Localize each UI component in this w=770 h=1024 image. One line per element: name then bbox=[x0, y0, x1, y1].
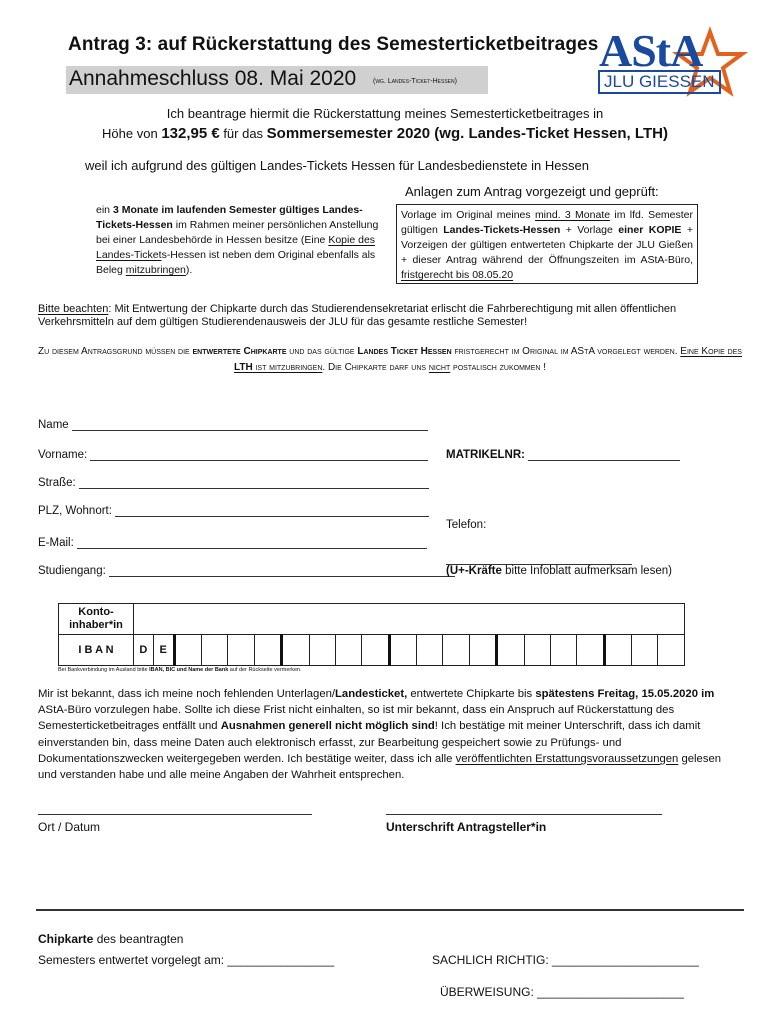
iban-cell[interactable] bbox=[658, 635, 685, 666]
declaration-text: Mir ist bekannt, dass ich meine noch fehlenden Unterlagen/Landesticket, entwertete Chipkarte bis spätestens Freitag, 15.05.2020 im AStA-Büro vorzulegen habe. Sollte ich diese Frist nicht einhalten, so ist mir bekannt, dass ein Anspruch auf Rückerstattung des Semesterticketbeitrages entfällt und Ausnahmen generell nicht möglich sind! Ich bestätige mit meiner Unterschrift, dass ich damit einverstanden bin, dass meine Daten auch elektronisch erfasst, zur Bearbeitung gespeichert sowie zu Prüfungs- und Dokumentationszwecken weitergegeben werden. Ich bestätige weiter, dass ich alle veröffentlichten Erstattungsvoraussetzungen gelesen und verstanden habe und alle meine Angaben der Wahrheit entsprechen. bbox=[38, 688, 722, 782]
asta-logo bbox=[590, 24, 750, 104]
bank-note: Bei Bankverbindung im Ausland bitte IBAN, BIC und Name der Bank auf der Rückseite vermerken. bbox=[58, 667, 302, 673]
signature-line[interactable] bbox=[386, 814, 662, 815]
intro-line-2: Höhe von 132,95 € für das Sommersemester 2020 (wg. Landes-Ticket Hessen, LTH) bbox=[102, 125, 668, 142]
email-field[interactable]: E-Mail: bbox=[38, 537, 427, 549]
iban-cell[interactable] bbox=[524, 635, 550, 666]
vorname-field[interactable]: Vorname: bbox=[38, 449, 428, 461]
iban-cell[interactable] bbox=[417, 635, 443, 666]
ort-datum-label: Ort / Datum bbox=[38, 820, 101, 834]
iban-cell[interactable] bbox=[282, 635, 309, 666]
iban-cell[interactable] bbox=[174, 635, 201, 666]
iban-cell[interactable] bbox=[632, 635, 658, 666]
anlagen-left-text: ein 3 Monate im laufenden Semester gültiges Landes-Tickets-Hessen im Rahmen meiner persönlichen Anstellung bei einer Landesbehörde in Hessen besitze (Eine Kopie des Landes-Tickets-Hessen ist neben dem Original ebenfalls als Beleg mitzubringen). bbox=[96, 204, 379, 276]
iban-cell[interactable] bbox=[604, 635, 631, 666]
iban-cell[interactable] bbox=[550, 635, 576, 666]
ort-datum-line[interactable] bbox=[38, 814, 312, 815]
iban-cell[interactable] bbox=[577, 635, 604, 666]
deadline-banner bbox=[66, 66, 488, 94]
kontoinhaber-input[interactable] bbox=[134, 604, 685, 635]
intro-line-1: Ich beantrage hiermit die Rückerstattung meines Semesterticketbeitrages in bbox=[166, 106, 604, 121]
hinweis-text: Bitte beachten: Mit Entwertung der Chipkarte durch das Studierendensekretariat erlischt die Fahrberechtigung mit allen öffentlichen Verkehrsmitteln auf dem gültigen Studierendenausweis der JLU für das gesamte restliche Semester! bbox=[38, 303, 677, 328]
intro-line-3: weil ich aufgrund des gültigen Landes-Tickets Hessen für Landesbedienstete in Hessen bbox=[85, 158, 589, 173]
iban-cell[interactable] bbox=[362, 635, 389, 666]
deadline-note: (wg. Landes-Ticket-Hessen) bbox=[373, 78, 457, 85]
iban-cell[interactable] bbox=[389, 635, 416, 666]
divider bbox=[36, 909, 744, 911]
footer-sachlich: SACHLICH RICHTIG: ______________________ bbox=[432, 953, 699, 967]
studiengang-field[interactable]: Studiengang: bbox=[38, 565, 455, 577]
telefon-line[interactable] bbox=[446, 547, 632, 565]
deadline-text: Annahmeschluss 08. Mai 2020 bbox=[69, 67, 357, 90]
iban-cell[interactable] bbox=[497, 635, 524, 666]
name-field[interactable]: Name bbox=[38, 419, 428, 431]
caps-notice: Zu diesem Antragsgrund müssen die entwertete Chipkarte und das gültige Landes Ticket Hessen fristgerecht im Original im AStA vorgelegt werden. Eine Kopie des LTH ist mitzubringen. Die Chipkarte darf uns nicht postalisch zukommen ! bbox=[38, 346, 742, 373]
bank-table bbox=[58, 603, 685, 666]
anlagen-title: Anlagen zum Antrag vorgezeigt und geprüft: bbox=[405, 184, 659, 199]
strasse-field[interactable]: Straße: bbox=[38, 477, 429, 489]
iban-cell[interactable] bbox=[335, 635, 361, 666]
iban-label: I B A N bbox=[59, 635, 134, 666]
iban-row bbox=[59, 635, 685, 666]
amount: 132,95 € bbox=[161, 125, 220, 142]
logo-asta-text: AStA bbox=[599, 25, 703, 76]
footer-chipkarte: Chipkarte des beantragten bbox=[38, 932, 184, 946]
iban-cell[interactable] bbox=[469, 635, 496, 666]
form-title: Antrag 3: auf Rückerstattung des Semesterticketbeitrages bbox=[68, 34, 599, 55]
iban-cell[interactable] bbox=[254, 635, 281, 666]
iban-cell[interactable] bbox=[228, 635, 254, 666]
footer-ueberweisung: ÜBERWEISUNG: ______________________ bbox=[440, 985, 684, 999]
anlagen-right-box: Vorlage im Original meines mind. 3 Monate im lfd. Semester gültigen Landes-Tickets-Hessen + Vorlage einer KOPIE + Vorzeigen der gültigen entwerteten Chipkarte der JLU Gießen + dieser Antrag während der Öffnungszeiten im AStA-Büro, fristgerecht bis 08.05.20 bbox=[396, 204, 698, 284]
iban-cell[interactable] bbox=[443, 635, 469, 666]
footer-semesters: Semesters entwertet vorgelegt am: ________________ bbox=[38, 953, 335, 967]
iban-cell[interactable] bbox=[202, 635, 228, 666]
matrikel-field[interactable]: MATRIKELNR: bbox=[446, 449, 680, 461]
signature-label: Unterschrift Antragsteller*in bbox=[386, 820, 547, 834]
iban-cell: D bbox=[134, 635, 154, 666]
iban-cell[interactable] bbox=[309, 635, 335, 666]
plz-field[interactable]: PLZ, Wohnort: bbox=[38, 505, 429, 517]
telefon-label: Telefon: bbox=[446, 519, 487, 531]
iban-cell: E bbox=[153, 635, 174, 666]
logo-jlu-text: JLU GIESSEN bbox=[598, 70, 721, 94]
ukraefte-note: (U+-Kräfte bitte Infoblatt aufmerksam lesen) bbox=[446, 565, 672, 577]
kontoinhaber-label: Konto-inhaber*in bbox=[59, 604, 134, 635]
semester: Sommersemester 2020 (wg. Landes-Ticket Hessen, LTH) bbox=[266, 125, 668, 142]
